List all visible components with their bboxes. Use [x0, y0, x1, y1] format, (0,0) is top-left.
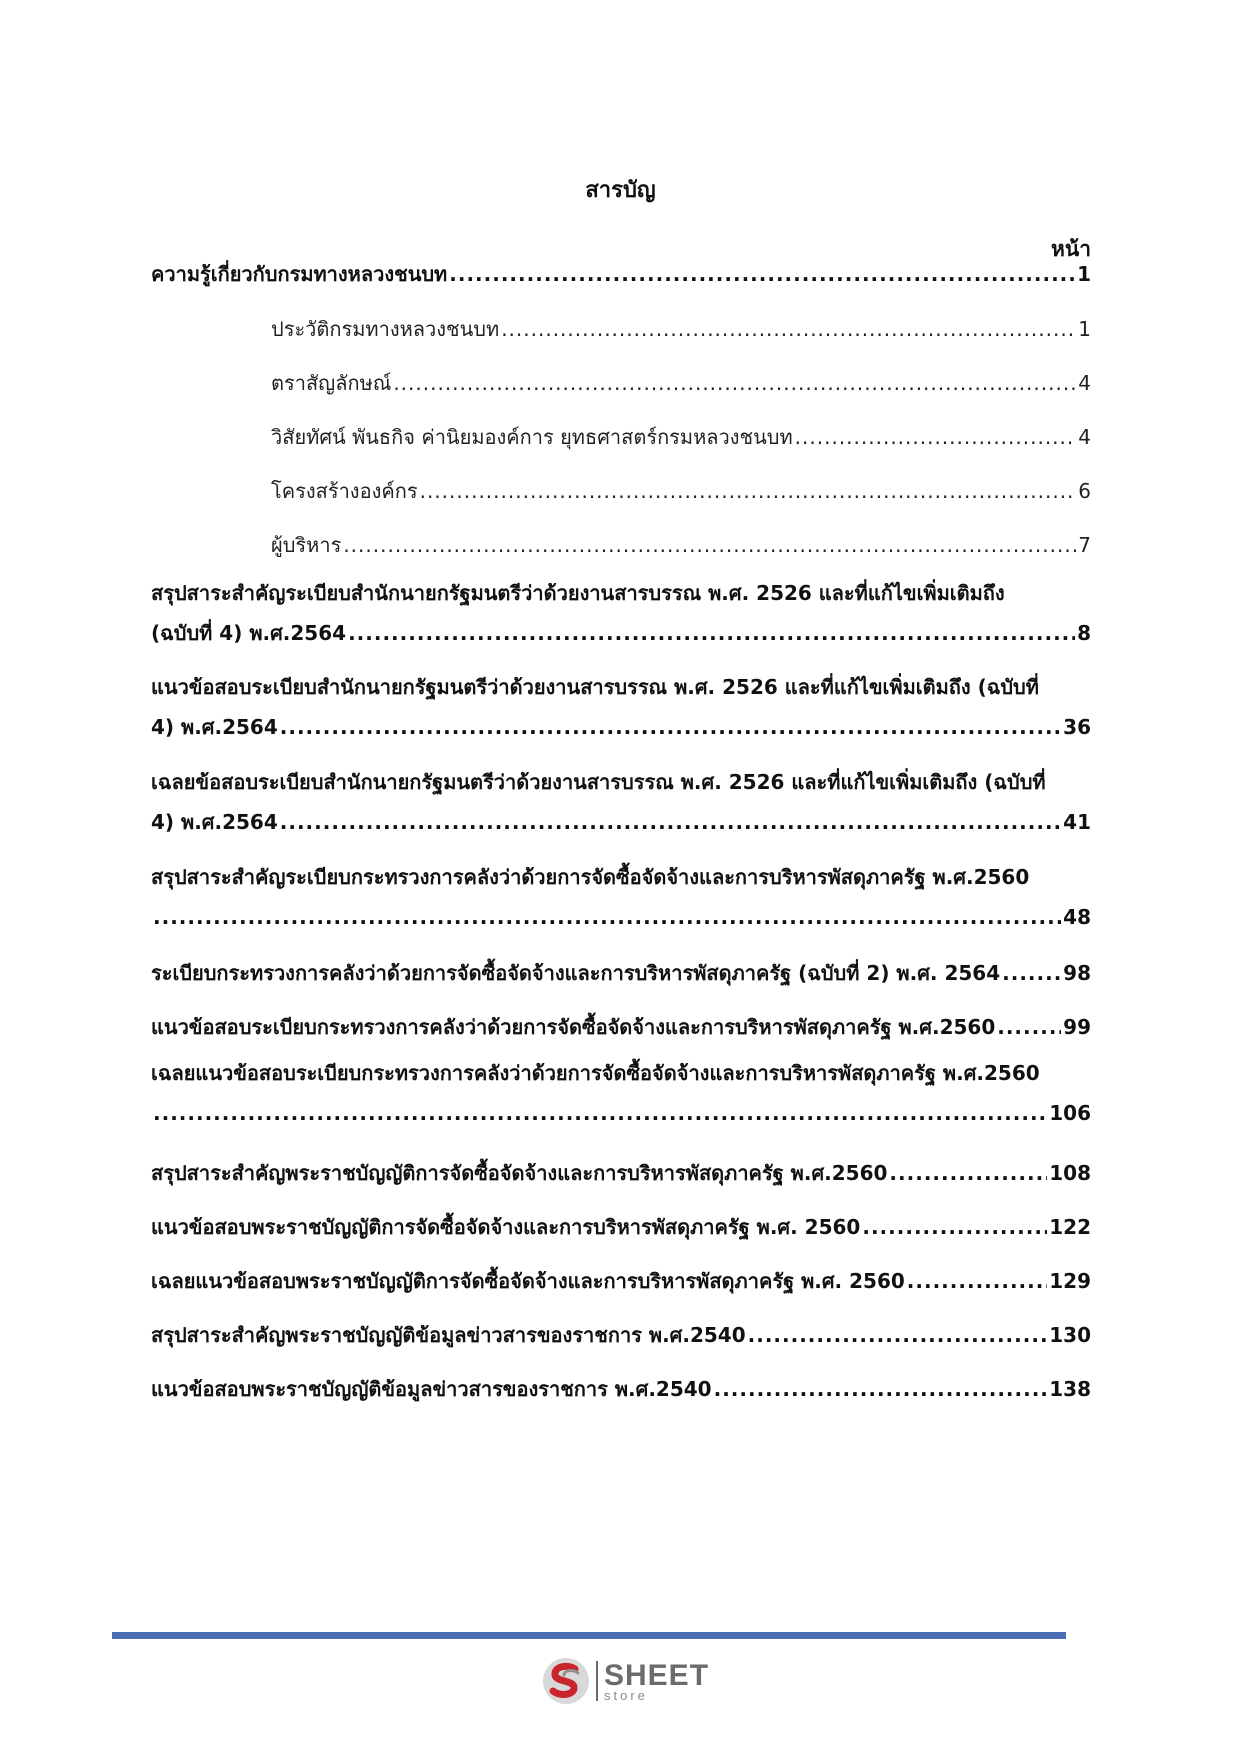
toc-line — [151, 1058, 1091, 1088]
logo-text: SHEET — [604, 1658, 710, 1692]
toc-line — [151, 767, 1091, 797]
toc-page-number: 99 — [1063, 1015, 1091, 1039]
toc-entry[interactable] — [151, 767, 1091, 837]
dot-leader — [343, 530, 1076, 560]
dot-leader — [907, 1266, 1047, 1296]
toc-page-number: 138 — [1049, 1377, 1091, 1401]
toc-line — [151, 1158, 1091, 1188]
toc-line — [151, 578, 1091, 608]
toc-line — [151, 618, 1091, 648]
toc-page-number: 130 — [1049, 1323, 1091, 1347]
toc-entry-text: เฉลยข้อสอบระเบียบสำนักนายกรัฐมนตรีว่าด้วยงานสารบรรณ พ.ศ. 2526 และที่แก้ไขเพิ่มเติมถึง (ฉบับที่ — [151, 770, 1046, 794]
toc-entry[interactable] — [151, 259, 1091, 289]
toc-entry-text: สรุปสาระสำคัญพระราชบัญญัติการจัดซื้อจัดจ้างและการบริหารพัสดุภาครัฐ พ.ศ.2560 — [151, 1161, 888, 1185]
toc-entry-text: สรุปสาระสำคัญระเบียบสำนักนายกรัฐมนตรีว่าด้วยงานสารบรรณ พ.ศ. 2526 และที่แก้ไขเพิ่มเติมถึง — [151, 581, 1005, 605]
logo-subtext: store — [604, 1687, 648, 1703]
toc-line — [151, 862, 1091, 892]
toc-entry-text: วิสัยทัศน์ พันธกิจ ค่านิยมองค์การ ยุทธศาสตร์กรมหลวงชนบท — [271, 425, 793, 449]
toc-page-number: 6 — [1078, 479, 1091, 503]
dot-leader — [280, 807, 1061, 837]
toc-line — [151, 1212, 1091, 1242]
toc-line — [151, 712, 1091, 742]
dot-leader — [153, 1098, 1047, 1128]
toc-entry[interactable] — [151, 1374, 1091, 1404]
toc-entry[interactable] — [151, 1266, 1091, 1296]
toc-subentry[interactable] — [271, 476, 1091, 506]
toc-entry-text: ประวัติกรมทางหลวงชนบท — [271, 317, 500, 341]
toc-entry[interactable] — [151, 1212, 1091, 1242]
toc-page-number: 36 — [1063, 715, 1091, 739]
toc-line — [271, 530, 1091, 560]
logo-s-icon — [540, 1655, 592, 1707]
toc-line — [151, 1374, 1091, 1404]
toc-subentry[interactable] — [271, 530, 1091, 560]
page-column-label: หน้า — [1051, 237, 1091, 261]
toc-page-number: 106 — [1049, 1101, 1091, 1125]
toc-line — [151, 1320, 1091, 1350]
dot-leader — [714, 1374, 1048, 1404]
toc-entry-text: (ฉบับที่ 4) พ.ศ.2564 — [151, 621, 347, 645]
toc-entry-text: สรุปสาระสำคัญระเบียบกระทรวงการคลังว่าด้วยการจัดซื้อจัดจ้างและการบริหารพัสดุภาครัฐ พ.ศ.2560 — [151, 865, 1030, 889]
dot-leader — [153, 902, 1061, 932]
toc-entry[interactable] — [151, 578, 1091, 648]
toc-line — [271, 476, 1091, 506]
toc-entry-text: ความรู้เกี่ยวกับกรมทางหลวงชนบท — [151, 262, 448, 286]
toc-entry-text: แนวข้อสอบระเบียบสำนักนายกรัฐมนตรีว่าด้วยงานสารบรรณ พ.ศ. 2526 และที่แก้ไขเพิ่มเติมถึง (ฉบับที่ — [151, 675, 1039, 699]
dot-leader — [1002, 958, 1061, 988]
footer-rule — [112, 1632, 1066, 1639]
dot-leader — [748, 1320, 1048, 1350]
toc-line — [151, 1098, 1091, 1128]
toc-entry-text: 4) พ.ศ.2564 — [151, 715, 278, 739]
toc-page-number: 98 — [1063, 961, 1091, 985]
logo-divider — [596, 1661, 598, 1701]
toc-entry-text: แนวข้อสอบพระราชบัญญัติข้อมูลข่าวสารของราชการ พ.ศ.2540 — [151, 1377, 712, 1401]
toc-entry[interactable] — [151, 1012, 1091, 1042]
toc-page-number: 122 — [1049, 1215, 1091, 1239]
toc-page-number: 1 — [1077, 262, 1091, 286]
dot-leader — [393, 368, 1076, 398]
toc-subentry[interactable] — [271, 368, 1091, 398]
toc-entry-text: 4) พ.ศ.2564 — [151, 810, 278, 834]
toc-line — [151, 1012, 1091, 1042]
toc-page-number: 4 — [1078, 371, 1091, 395]
toc-subentry[interactable] — [271, 422, 1091, 452]
dot-leader — [501, 314, 1076, 344]
toc-entry-text: เฉลยแนวข้อสอบระเบียบกระทรวงการคลังว่าด้วยการจัดซื้อจัดจ้างและการบริหารพัสดุภาครัฐ พ.ศ.2560 — [151, 1061, 1040, 1085]
dot-leader — [420, 476, 1077, 506]
dot-leader — [795, 422, 1077, 452]
toc-entry-text: ผู้บริหาร — [271, 533, 342, 557]
toc-line — [271, 314, 1091, 344]
toc-entry[interactable] — [151, 1320, 1091, 1350]
toc-page-number: 48 — [1063, 905, 1091, 929]
toc-line — [151, 807, 1091, 837]
toc-page-number: 108 — [1049, 1161, 1091, 1185]
toc-page-number: 7 — [1078, 533, 1091, 557]
toc-entry[interactable] — [151, 1158, 1091, 1188]
dot-leader — [997, 1012, 1061, 1042]
toc-line — [151, 259, 1091, 289]
toc-line — [151, 958, 1091, 988]
toc-entry-text: เฉลยแนวข้อสอบพระราชบัญญัติการจัดซื้อจัดจ้างและการบริหารพัสดุภาครัฐ พ.ศ. 2560 — [151, 1269, 905, 1293]
toc-entry-text: โครงสร้างองค์กร — [271, 479, 418, 503]
toc-entry-text: สรุปสาระสำคัญพระราชบัญญัติข้อมูลข่าวสารของราชการ พ.ศ.2540 — [151, 1323, 746, 1347]
toc-entry[interactable] — [151, 672, 1091, 742]
toc-line — [271, 422, 1091, 452]
dot-leader — [862, 1212, 1047, 1242]
toc-entry-text: แนวข้อสอบพระราชบัญญัติการจัดซื้อจัดจ้างและการบริหารพัสดุภาครัฐ พ.ศ. 2560 — [151, 1215, 861, 1239]
dot-leader — [348, 618, 1075, 648]
toc-line — [151, 672, 1091, 702]
toc-page-number: 41 — [1063, 810, 1091, 834]
toc-page-number: 8 — [1077, 621, 1091, 645]
toc-line — [271, 368, 1091, 398]
dot-leader — [280, 712, 1061, 742]
logo-wordmark — [604, 1658, 710, 1703]
toc-entry[interactable] — [151, 862, 1091, 932]
page-title: สารบัญ — [585, 178, 656, 203]
dot-leader — [449, 259, 1075, 289]
toc-page-number: 4 — [1078, 425, 1091, 449]
toc-line — [151, 902, 1091, 932]
dot-leader — [889, 1158, 1047, 1188]
toc-entry-text: ตราสัญลักษณ์ — [271, 371, 392, 395]
toc-entry[interactable] — [151, 958, 1091, 988]
toc-page-number: 1 — [1078, 317, 1091, 341]
toc-entry-text: ระเบียบกระทรวงการคลังว่าด้วยการจัดซื้อจัดจ้างและการบริหารพัสดุภาครัฐ (ฉบับที่ 2) พ.ศ. 2564 — [151, 961, 1001, 985]
toc-page-number: 129 — [1049, 1269, 1091, 1293]
toc-entry[interactable] — [151, 1058, 1091, 1128]
toc-line — [151, 1266, 1091, 1296]
toc-entry-text: แนวข้อสอบระเบียบกระทรวงการคลังว่าด้วยการจัดซื้อจัดจ้างและการบริหารพัสดุภาครัฐ พ.ศ.2560 — [151, 1015, 996, 1039]
sheet-store-logo — [540, 1655, 709, 1707]
toc-subentry[interactable] — [271, 314, 1091, 344]
